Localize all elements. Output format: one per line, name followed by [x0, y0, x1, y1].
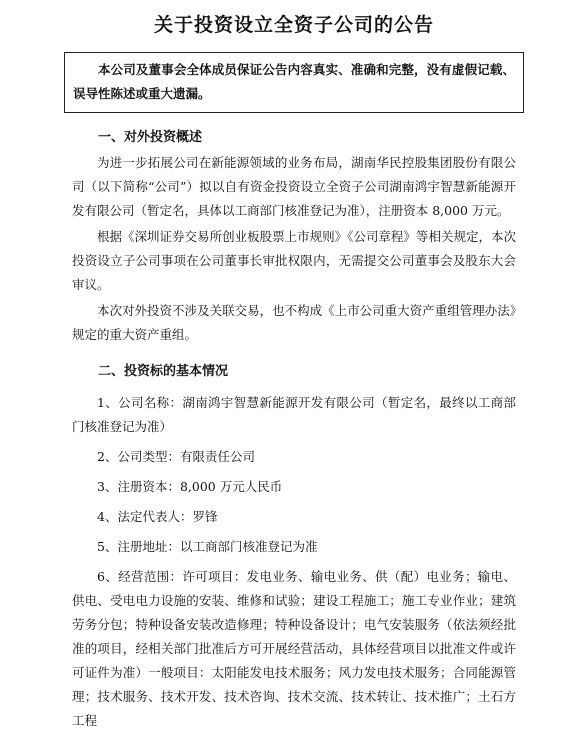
item-legal-representative: 4、法定代表人：罗锋 — [97, 509, 218, 524]
item-business-scope: 6、经营范围：许可项目：发电业务、输电业务、供（配）电业务；输电、供电、受电电力设施的安装、维修和试验；建设工程施工；施工专业作业；建筑劳务分包；特种设备安装改造修理；特种设备设计；电气安装服务（依法须经批准的项目，经相关部门批准后方可开展经营活动，具体经营项目以批准文件或许可证件为准）一般项目：太阳能发电技术服务；风力发电技术服务；合同能源管理；技术服务、技术开发、技术咨询、技术交流、技术转让、技术推广；土石方工程 — [72, 569, 516, 728]
item-company-name: 1、公司名称：湖南鸿宇智慧新能源开发有限公司（暂定名，最终以工商部门核准登记为准） — [72, 395, 516, 434]
section-heading-overview: 一、对外投资概述 — [98, 130, 203, 145]
item-company-type: 2、公司类型：有限责任公司 — [97, 449, 255, 464]
document-title: 关于投资设立全资子公司的公告 — [153, 14, 434, 36]
board-guarantee-notice: 本公司及董事会全体成员保证公告内容真实、准确和完整，没有虚假记载、误导性陈述或重大遗漏。 — [64, 52, 524, 113]
item-registered-address: 5、注册地址：以工商部门核准登记为准 — [97, 539, 318, 554]
section-target-info — [72, 359, 516, 733]
overview-paragraph-1: 为进一步拓展公司在新能源领域的业务布局，湖南华民控股集团股份有限公司（以下简称“公司”）拟以自有资金投资设立全资子公司湖南鸿宇智慧新能源开发有限公司（暂定名，具体以工商部门核准登记为准），注册资本 8,000 万元。 — [72, 155, 516, 218]
overview-paragraph-2: 根据《深圳证券交易所创业板股票上市规则》《公司章程》等相关规定，本次投资设立子公司事项在公司董事长审批权限内，无需提交公司董事会及股东大会审议。 — [72, 229, 516, 292]
section-overview — [72, 125, 516, 347]
overview-paragraph-3: 本次对外投资不涉及关联交易，也不构成《上市公司重大资产重组管理办法》规定的重大资产重组。 — [72, 303, 516, 342]
section-heading-target-info: 二、投资标的基本情况 — [98, 364, 229, 379]
item-registered-capital: 3、注册资本：8,000 万元人民币 — [97, 479, 283, 494]
